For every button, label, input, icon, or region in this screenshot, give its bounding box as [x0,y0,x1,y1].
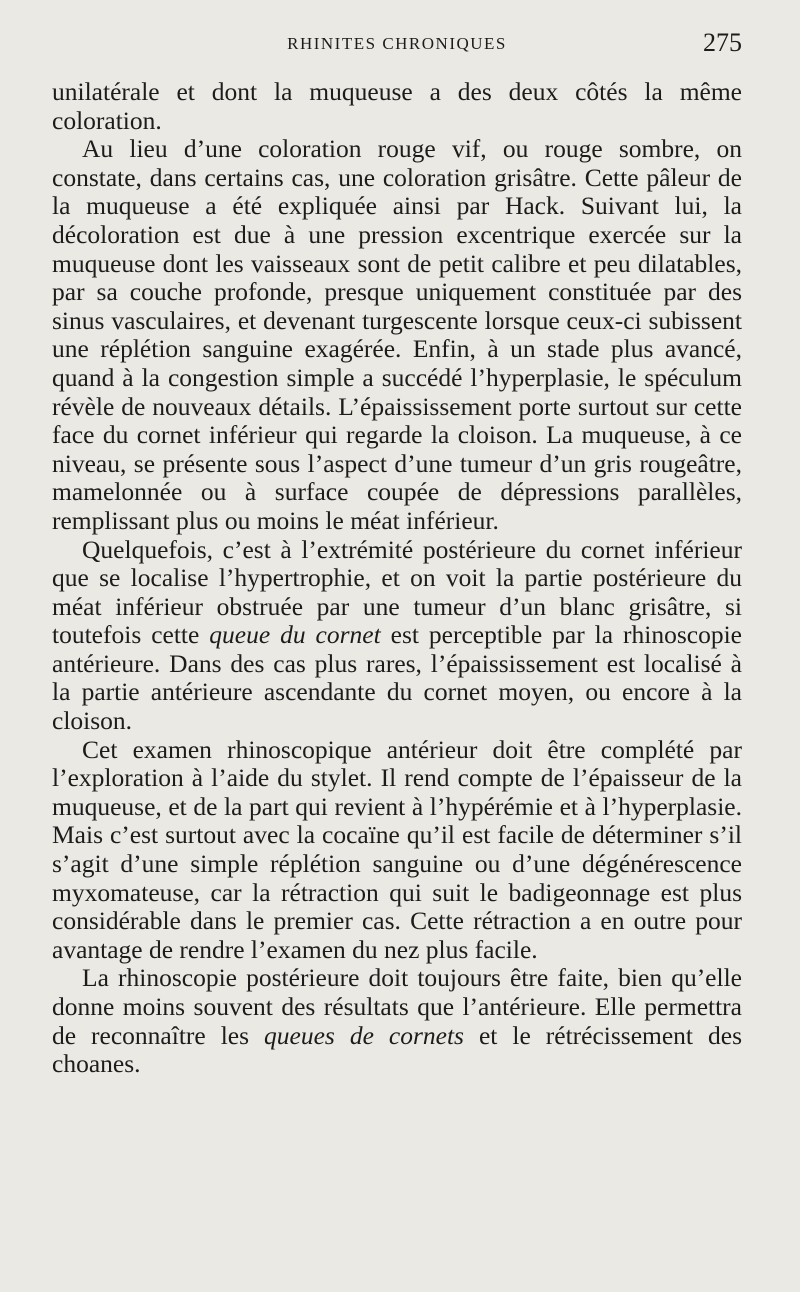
paragraph-text: et le rétrécissement des choanes. [52,1020,743,1079]
page-header [52,28,742,64]
italic-term: queue du cornet [209,620,381,650]
paragraph-text: est perceptible par la rhinoscopie antérieure. Dans des cas plus rares, l’épaississement est localisé à la partie antérieure ascendante du cornet moyen, ou encore à la cloison. [52,620,742,736]
paragraph-text: Cet examen rhinoscopique antérieur doit être complété par l’exploration à l’aide du stylet. Il rend compte de l’épaisseur de la muqueuse, et de la part qui revient à l’hypérémie et à l’hyperplasie. Mais c’est surtout avec la cocaïne qu’il est facile de déterminer s’il s’agit d’une simple réplétion sanguine ou d’une dégénérescence myxomateuse, car la rétraction qui suit le badigeonnage est plus considérable dans le premier cas. Cette rétraction a en outre pour avantage de rendre l’examen du nez plus facile. [52,734,742,964]
paragraph [52,964,742,1078]
paragraph-text: Quelquefois, c’est à l’extrémité postérieure du cornet inférieur que se localise l’hypertrophie, et on voit la partie postérieure du méat inférieur obstruée par une tumeur d’un blanc grisâtre, si toutefois cette [52,534,742,650]
paragraph [52,736,742,965]
paragraph-text: unilatérale et dont la muqueuse a des deux côtés la même coloration. [52,77,742,135]
paragraph-text: Au lieu d’une coloration rouge vif, ou rouge sombre, on constate, dans certains cas, une coloration grisâtre. Cette pâleur de la muqueuse a été expliquée ainsi par Hack. Suivant lui, la décoloration est due à une pression excentrique exercée sur la muqueuse dont les vaisseaux sont de petit calibre et peu dilatables, par sa couche profonde, presque uniquement constituée par des sinus vasculaires, et devenant turgescente lorsque ceux-ci subissent une réplétion sanguine exagérée. Enfin, à un stade plus avancé, quand à la congestion simple a succédé l’hyperplasie, le spéculum révèle de nouveaux détails. L’épaississement porte surtout sur cette face du cornet inférieur qui regarde la cloison. La muqueuse, à ce niveau, se présente sous l’aspect d’une tumeur d’un gris rougeâtre, mamelonnée ou à surface coupée de dépressions parallèles, remplissant plus ou moins le méat inférieur. [52,134,742,535]
paragraph [52,135,742,535]
running-head: RHINITES CHRONIQUES [287,34,507,53]
paragraph [52,536,742,736]
paragraph-text: La rhinoscopie postérieure doit toujours être faite, bien qu’elle donne moins souvent des résultats que l’antérieure. Elle permettra de reconnaître les [52,963,742,1050]
italic-term: queues de cornets [264,1020,464,1050]
paragraph-continuation [52,78,742,135]
body-text [52,78,742,1079]
page-number: 275 [703,28,742,57]
